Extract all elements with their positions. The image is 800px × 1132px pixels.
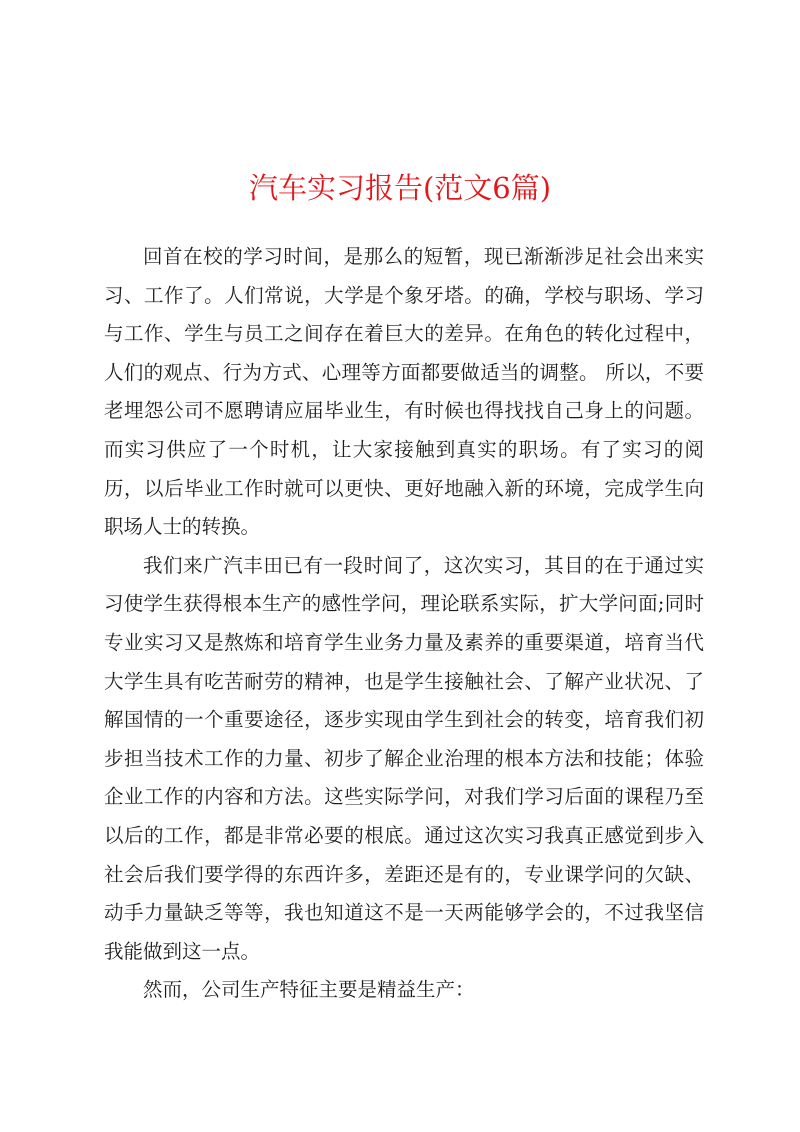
- document-body: [104, 238, 704, 1010]
- paragraph-1: 回首在校的学习时间，是那么的短暂，现已渐渐涉足社会出来实习、工作了。人们常说，大学是个象牙塔。的确，学校与职场、学习与工作、学生与员工之间存在着巨大的差异。在角色的转化过程中，人们的观点、行为方式、心理等方面都要做适当的调整。 所以，不要老埋怨公司不愿聘请应届毕业生，有时候也得找找自己身上的问题。而实习供应了一个时机，让大家接触到真实的职场。有了实习的阅历，以后毕业工作时就可以更快、更好地融入新的环境，完成学生向职场人士的转换。: [104, 245, 704, 539]
- paragraph-2: 我们来广汽丰田已有一段时间了，这次实习，其目的在于通过实习使学生获得根本生产的感性学问，理论联系实际，扩大学问面;同时专业实习又是熬炼和培育学生业务力量及素养的重要渠道，培育当代大学生具有吃苦耐劳的精神，也是学生接触社会、了解产业状况、了解国情的一个重要途径，逐步实现由学生到社会的转变，培育我们初步担当技术工作的力量、初步了解企业治理的根本方法和技能；体验企业工作的内容和方法。这些实际学问，对我们学习后面的课程乃至以后的工作，都是非常必要的根底。通过这次实习我真正感觉到步入社会后我们要学得的东西许多，差距还是有的，专业课学问的欠缺、动手力量缺乏等等，我也知道这不是一天两能够学会的，不过我坚信我能做到这一点。: [104, 553, 704, 963]
- document-title: 汽车实习报告(范文6篇): [248, 171, 552, 205]
- paragraph-3: 然而，公司生产特征主要是精益生产：: [143, 978, 475, 1002]
